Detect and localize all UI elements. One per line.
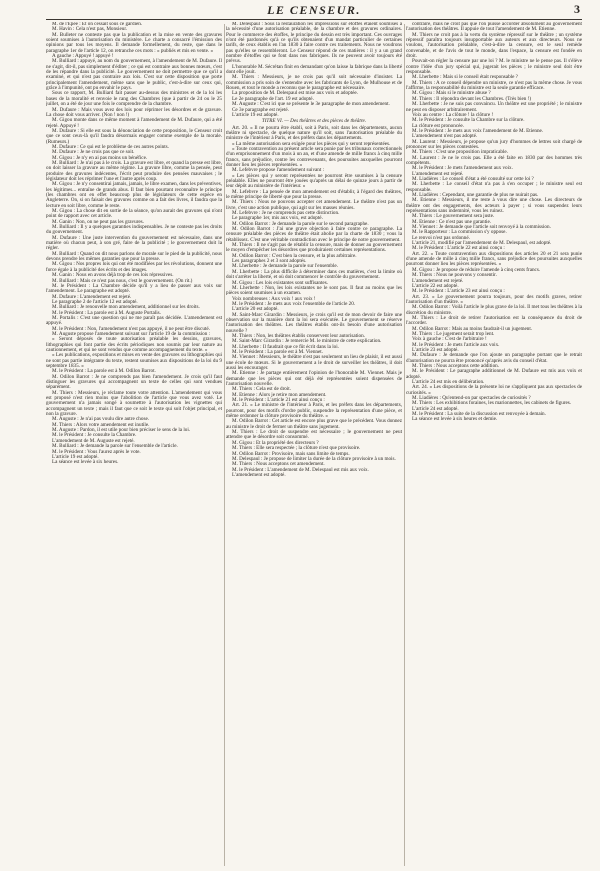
- column-paragraph: TITRE VI. — Des théâtres et des pièces de théâtre.: [261, 118, 367, 125]
- column-paragraph: Sous ce rapport, M. Bulliard fait passer au-dessus des ministres et de la loi les bases de la moralité et renvoie le rang des Chambres (que à partir de 24 ou le 25 juillet, on a été de jour une fois le comprendre de la chambre.: [46, 90, 222, 108]
- column-paragraph: M. Dufaure : L'amendement est rejeté.: [52, 293, 132, 300]
- column-paragraph: M. Thiers : Nous ne pouvons y consentir.: [412, 272, 497, 279]
- column-paragraph: M. Odilon Barrot : Mais au moins faudrait-il un jugement.: [412, 325, 533, 332]
- column-paragraph: M. Thiers : Le gouvernement sera juste.: [412, 213, 495, 220]
- column-paragraph: Art. 24. « Les dispositions de la présente loi ne s'appliquent pas aux spectacles de curiosités. »: [406, 384, 582, 396]
- column-paragraph: M. Thiers : Le droit de suspendre est nécessaire ; le gouvernement ne peut attendre que le désordre soit consommé.: [226, 429, 402, 441]
- column-paragraph: L'article 22 est adopté.: [412, 282, 459, 289]
- column-paragraph: M. le Président : La suite de la discussion est renvoyée à demain.: [412, 411, 546, 418]
- column-paragraph: M. Bulliard : Il y a quelques garanties indispensables. Je ne conteste pas les droits du gouvernement.: [46, 224, 222, 236]
- column-paragraph: M. Lefebvre propose l'amendement suivant :: [232, 167, 325, 174]
- header-rule: [46, 19, 582, 20]
- column-paragraph: M. Gigou monte dans ce même moment à l'amendement de M. Dufaure, qui a été rejeté. Appuyé !: [46, 117, 222, 129]
- column-paragraph: M. Thiers : Nous acceptons cet amendement.: [232, 461, 325, 468]
- column-paragraph: M. le Président : L'article 23 est ainsi conçu :: [412, 288, 505, 295]
- column-paragraph: M. le Président : Je mets aux voix l'amendement de M. Etienne.: [412, 127, 544, 134]
- column-paragraph: M. Bulliard : appuyé, au nom du gouvernement, à l'amendement de M. Dufaure. Il ne s'agit, dit-il, pas simplement d'éditer ; ce qui est contraire aux bonnes mœurs, c'est de les répandre dans la publicité. Le gouvernement ne doit permettre que ce qu'il a examiné, et qui n'est pas contraire aux lois. C'est sur cette disposition que porte principalement l'amendement, même sans que le public, c'est-à-dire sur ceux qui, grâce à l'impunité, ont pu envahir le pays.: [46, 58, 222, 92]
- column-paragraph: « Seront déposés de toute autorisation préalable les dessins, gravures, lithographies qui font partie des écrits périodiques non soumis par leur nature au cautionnement, et qui ne sont vendus que comme accompagnement du texte. »: [46, 336, 222, 353]
- column-paragraph: M. Thiers : Alors votre amendement est inutile.: [52, 421, 150, 428]
- column-paragraph: contraire, mais ne croit pas que l'on puisse accorder absolument au gouvernement l'autorisation des théâtres. Il appuie de tout l'amendement de M. Etienne.: [406, 22, 582, 33]
- column-paragraph: M. Lherbette : Je demande la parole sur l'ensemble.: [232, 263, 338, 270]
- column-paragraph: « Toute contravention au présent article sera punie par les tribunaux correctionnels d'un emprisonnement d'un mois à un an, et d'une amende de mille francs à cinq mille francs, sans préjudice, contre les contrevenants, des poursuites auxquelles pourront donner lieu les pièces représentées. »: [226, 145, 402, 168]
- column-paragraph: M. Auguste : C'est ici que se présente le 3e paragraphe de mon amendement.: [232, 101, 390, 108]
- column-paragraph: M. Lefebvre : Je ne comprends pas cette distinction.: [232, 210, 340, 217]
- column-paragraph: Art. 23. « Le gouvernement pourra toujours, pour des motifs graves, retirer l'autorisation d'un théâtre. »: [406, 293, 582, 305]
- column-paragraph: M. le Président : La Chambre décide qu'il y a lieu de passer aux voix sur l'amendement. Le paragraphe est adopté.: [46, 282, 222, 295]
- column-paragraph: M. Ganin : Non, on ne peut pas les gravures.: [52, 218, 144, 225]
- column-paragraph: M. Saint-Marc Girardin : Je remercie M. le ministre de cette explication.: [232, 338, 382, 345]
- column-paragraph: M. Gigou : Et la propriété des directeurs ?: [232, 439, 319, 446]
- column-paragraph: M. le Président : Je mets aux voix l'ensemble de l'article 20.: [232, 300, 356, 307]
- column-paragraph: M. le Rapporteur : La commission s'y oppose.: [412, 229, 507, 236]
- column-paragraph: M. Odilon Barrot : Cet article est encore plus grave que le précédent. Vous donnez au ministre le droit de fermer un théâtre sans jugement.: [226, 418, 402, 430]
- column-paragraph: M. Liadières : Le conseil d'état a été consulté sur cette loi ?: [412, 175, 534, 182]
- column-paragraph: A gauche : Appuyé ! appuyé !: [52, 53, 114, 60]
- column-paragraph: M. Gigou : La chose dit en sortie de la séance, qu'on aurait des gravures qui n'ont point de rapport avec cet article.: [46, 208, 222, 220]
- column-paragraph: M. Havin : Cela n'est pas, Monsieur.: [52, 26, 128, 33]
- column-paragraph: M. Thiers : Messieurs, je réclame toute votre attention. L'amendement qui vous est proposé n'est rien moins que l'abolition de l'article que vous avez voté. Le gouvernement n'a jamais songé à soumettre à l'autorisation les vignettes qui accompagnent un texte ; mais il faut que ce soit le texte qui soit l'objet principal, et non la gravure.: [46, 389, 222, 418]
- column-paragraph: L'amendement est rejeté.: [412, 277, 464, 284]
- column-paragraph: M. Laurent : Messieurs, je propose qu'un jury d'hommes de lettres soit chargé de prononcer sur les pièces contestées.: [406, 138, 582, 150]
- column-paragraph: Le paragraphe 1er, mis aux voix, est adopté.: [232, 215, 323, 222]
- column-paragraph: M. le Président : Je consulte la Chambre.: [52, 432, 137, 439]
- column-paragraph: M. le Président : Je mets l'article aux voix.: [412, 341, 500, 348]
- column-paragraph: M. Delespaul : Sous la restauration les impressions sur étoffes étaient soumises à la nécessité d'une autorisation préalable, de la chambre et des gravures ordinaires. Pour le commerce des étoffes, le principe du dessin est très important. Ces ouvrages n'ont été pardonnés qu'à ce qu'ils obtenaient d'un mandat particulier de certaines tarifs, de ceux établis en l'an 1830 à faire contre ces traitements. Nous ne voudrons pas qu'elles se ressembleront. Le Censeur répond de ces matières : il y a un grand nombre d'étoffes qui se font dans nos fabriques. Ils ne peuvent avoir toujours été prévus.: [226, 22, 402, 65]
- column-paragraph: M. Thiers : Elle sera respectée ; la clôture n'est que provisoire.: [232, 445, 361, 452]
- column-paragraph: M. Odilon Barrot : Je demande la parole sur le second paragraphe.: [232, 220, 369, 227]
- column-paragraph: « Les publications, expositions et mises en vente des gravures ou lithographies qui ne sont pas partie intégrante du texte, restent soumises aux dispositions de la loi du 9 septembre 1835. »: [46, 352, 222, 369]
- column-paragraph: Art. 21. « Le ministre de l'intérieur à Paris, et les préfets dans les départements, pourront, pour des motifs d'ordre public, suspendre la représentation d'une pièce, et même ordonner la clôture provisoire du théâtre. »: [226, 402, 402, 420]
- column-paragraph: M. Etienne : Messieurs, il me reste à vous dire une chose. Les directeurs de théâtre ont des engagements, des acteurs à payer ; si vous suspendez leurs représentations sans indemnité, vous les ruinez.: [406, 197, 582, 215]
- column-paragraph: M. Thiers : Le jugement serait trop lent.: [412, 330, 495, 337]
- column-paragraph: M. Gigou : Mais si le ministre abuse ?: [412, 90, 491, 97]
- column-paragraph: L'article 19 est adopté.: [52, 453, 99, 460]
- column-paragraph: M. Dufaure : Je demande que l'on ajoute un paragraphe portant que le retrait d'autorisation ne pourra être prononcé qu'après avis du conseil d'état.: [406, 352, 582, 364]
- column-paragraph: Voix nombreuses : Aux voix ! aux voix !: [232, 295, 316, 302]
- column-paragraph: M. Laurent : Je ne le crois pas. Elle a été faite en 1830 par des hommes très compétents.: [406, 154, 582, 166]
- column-2: [226, 22, 402, 868]
- column-paragraph: M. Thiers : Cela est de droit.: [232, 386, 292, 393]
- column-paragraph: M. Lherbette : Je ne suis pas convaincu. Un théâtre est une propriété ; le ministre ne peut en disposer arbitrairement.: [406, 101, 582, 113]
- page-number: 3: [574, 2, 580, 16]
- column-paragraph: Le paragraphe 2 de l'article 12 est adopté.: [52, 298, 138, 305]
- column-paragraph: « La même autorisation sera exigée pour les pièces qui y seront représentées.: [232, 140, 391, 147]
- column-paragraph: M. Odilon Barrot : Provisoire, mais sans limite de temps.: [232, 450, 350, 457]
- column-paragraph: M. Odilon Barrot : Je ne comprends pas bien l'amendement. Je crois qu'il faut distinguer les gravures qui accompagnent un texte de celles qui sont vendues séparément.: [46, 373, 222, 391]
- column-paragraph: M. Lherbette : Mais si le conseil était responsable ?: [412, 74, 518, 81]
- column-paragraph: M. Thiers : Nous ne pouvons accepter cet amendement. Le théâtre n'est pas un livre, c'est une action publique, qui agit sur les masses réunies.: [226, 199, 402, 211]
- column-paragraph: Le renvoi n'est pas ordonné.: [412, 234, 470, 241]
- column-paragraph: M. Liadières : Qu'entend-on par spectacles de curiosités ?: [412, 395, 531, 402]
- column-paragraph: M. Delespaul : Je propose de limiter la durée de la clôture provisoire à un mois.: [232, 455, 396, 462]
- column-paragraph: M. Odilon Barrot : J'ai une grave objection à faire contre ce paragraphe. La censure préalable des pièces de théâtre était abolie par la charte de 1830 ; vous la rétablissez. C'est une véritable contradiction avec le principe de notre gouvernement.: [226, 226, 402, 243]
- column-paragraph: Le 2e paragraphe de l'art. 19 est adopté.: [232, 95, 314, 102]
- column-paragraph: « Les pièces qui y seront représentées ne pourront être soumises à la censure préalable. Elles ne pourront être jouées qu'après un délai de quinze jours à partir de leur dépôt au ministère de l'intérieur. »: [226, 172, 402, 190]
- column-paragraph: M. Thiers : A ce conseil dépendre un ministre, ce n'est pas la même chose. Je vous l'affirme, la responsabilité du ministre est la seule garantie efficace.: [406, 79, 582, 92]
- column-paragraph: M. Lherbette : Il faudrait que ce fût écrit dans la loi.: [232, 343, 339, 350]
- column-paragraph: M. Bulliard : Je n'ai pas à le crois. La gravure est libre, et quand la presse est libre, on doit laisser la gravure au même régime. La gravure libre, comme la pensée, peut produire des gravures indécentes, l'écrit peut produire des pensées mauvaises ; le législateur doit les réprimer l'une et l'autre après coup.: [46, 159, 222, 182]
- column-paragraph: M. de l'Épée : Et on cessait sous ce gardien.: [52, 22, 143, 27]
- column-paragraph: L'amendement de M. Auguste est rejeté.: [52, 437, 135, 444]
- column-paragraph: M. Dufaure : Si elle est sous la dénonciation de cette proposition, le Censeur croit que ce sont ceux-là qu'il faudra désormais engager comme exemple de la morale. (Rumeurs.): [46, 127, 222, 145]
- column-paragraph: M. Thiers : Les exhibitions foraines, les marionnettes, les cabinets de figures.: [412, 400, 572, 407]
- column-paragraph: Voix au centre : La clôture ! la clôture !: [412, 111, 494, 118]
- column-paragraph: M. Gigou : Je n'y consentirai jamais, jamais, le libre examen, dans les préventives, les légitimes... entraîne de grands abus. Il faut bien pourtant reconnaître le principe (les chambres ont en effet beaucoup plus de législateurs de cette espèce en Angleterre. On, si on faisait des gravures comme on a fait des livres, il faudra que la lecture en soit libre, comme le reste.: [46, 181, 222, 209]
- column-paragraph: M. Saint-Marc Girardin : Messieurs, je crois qu'il est de mon devoir de faire une observation sur la manière dont la loi sera exécutée. Le gouvernement se réserve l'autorisation des théâtres. Les théâtres établis ont-ils besoin d'une autorisation nouvelle ?: [226, 311, 402, 334]
- column-paragraph: M. Dufaure : Mais vous avez des lois pour réprimer les désordres et de gravure. La chose doit vous arriver. (Non ! non !): [46, 106, 222, 118]
- column-paragraph: M. Bulleter ne conteste pas que la publication et la mise en vente des gravures soient soumises à l'autorisation du ministère. Le charte a consacré l'émission des opinions par tous les moyens. Il demande formellement, du reste, que dans le paragraphe 1er de l'article 12, on retranche ces mots : « publiés et mis en vente. »: [46, 31, 222, 54]
- column-paragraph: L'article 24 est adopté.: [412, 405, 459, 412]
- column-paragraph: L'article 21, modifié par l'amendement de M. Delespaul, est adopté.: [412, 240, 552, 247]
- column-paragraph: M. Bulliard : Je renouvelle mon amendement, additionnel sur les droits.: [52, 304, 200, 311]
- column-paragraph: M. le Président : La parole est à M. Odilon Barrot.: [52, 368, 156, 375]
- column-3: [406, 22, 582, 868]
- column-paragraph: M. Etienne : Ce n'est pas une garantie.: [412, 218, 492, 225]
- column-paragraph: M. Thiers : Le droit de retirer l'autorisation est la conséquence du droit de l'accorder.: [406, 314, 582, 327]
- column-paragraph: Les paragraphes 2 et 3 sont adoptés.: [232, 258, 307, 265]
- column-paragraph: L'honorable M. Sécrétan finit en demandant qu'on laisse la fabrique dans la liberté dont elle jouit.: [226, 63, 402, 76]
- column-paragraph: M. Odilon Barrot : Voilà l'article le plus grave de la loi. Il met tous les théâtres à la discrétion du ministre.: [406, 304, 582, 316]
- column-paragraph: L'article 24 est mis en délibération.: [412, 379, 485, 386]
- column-paragraph: L'amendement est rejeté.: [412, 170, 464, 177]
- column-paragraph: M. le Président : Non, l'amendement n'est pas appuyé, il ne peut être discuté.: [52, 325, 210, 332]
- column-paragraph: L'amendement n'est pas adopté.: [412, 133, 478, 140]
- column-paragraph: M. Thiers : C'est une proposition impraticable.: [412, 149, 508, 156]
- column-paragraph: M. Thiers : Messieurs, je ne crois pas qu'il soit nécessaire d'insister. La commission a pris soin de s'entendre avec les fabricants de Lyon, de Mulhouse et de Rouen, et tout le monde a reconnu que le paragraphe est nécessaire.: [226, 74, 402, 92]
- column-paragraph: M. le Président : L'article 21 est ainsi conçu :: [232, 397, 325, 404]
- column-paragraph: M. Bulliard : Quand on dit nous parlons de morale sur le pied de la publicité, nous devons prendre les mêmes garanties que pour la presse.: [46, 250, 222, 263]
- column-paragraph: M. Auguste : Pardon, il est utile pour bien préciser le sens de la loi.: [52, 427, 191, 434]
- column-paragraph: M. le Président : Je consulte la Chambre sur la clôture.: [412, 117, 525, 124]
- column-paragraph: M. le Président : Je mets l'amendement aux voix.: [412, 165, 513, 172]
- column-paragraph: Pouvait-on régler la censure par une loi ? M. le ministre ne le pense pas. Il s'élève contre l'idée d'un jury spécial qui, jugerait les pièces ; le ministre seul doit être responsable.: [406, 58, 582, 76]
- column-paragraph: M. Lherbette : Le conseil d'état n'a pas à s'en occuper ; le ministre seul est responsable.: [406, 181, 582, 193]
- column-paragraph: M. Auguste : Je n'ai pas voulu dire autre chose.: [52, 416, 150, 423]
- column-paragraph: M. Ganin : Nous en avons déjà trop de ces lois répressives.: [52, 272, 174, 279]
- column-paragraph: La séance est levée à six heures et demie.: [412, 416, 498, 423]
- column-paragraph: M. Dufaure : Une juste intervention du gouvernement est nécessaire, dans une matière où chacun peut, à son gré, faire de la publicité ; le gouvernement doit la régler.: [46, 234, 222, 252]
- column-paragraph: M. le Président : L'article 22 est ainsi conçu :: [412, 245, 505, 252]
- column-paragraph: M. Liadières : Cependant, une garantie de plus ne nuirait pas.: [412, 192, 539, 198]
- column-paragraph: L'amendement est adopté.: [232, 471, 286, 478]
- column-paragraph: M. Etienne : Alors je retire mon amendement.: [232, 391, 327, 398]
- column-paragraph: M. Dufaure : Je ne crois pas que ce soit.: [52, 149, 135, 156]
- column-paragraph: L'article 23 est adopté.: [412, 346, 459, 353]
- column-paragraph: M. Auguste propose l'amendement suivant sur l'article 19 de la commission :: [52, 330, 211, 337]
- column-paragraph: M. le Président : L'amendement de M. Delespaul est mis aux voix.: [232, 466, 369, 473]
- column-paragraph: M. Dufaure : Ce qui est le problème de ces autres points.: [52, 143, 169, 150]
- column-paragraph: Art. 20. « Il ne pourra être établi, soit à Paris, soit dans les départements, aucun théâtre ni spectacle, de quelque nature qu'il soit, sans l'autorisation préalable du ministre de l'intérieur à Paris, et des préfets dans les départements.: [226, 124, 402, 142]
- column-paragraph: M. Gigou : Je propose de réduire l'amende à cinq cents francs.: [412, 266, 541, 273]
- column-paragraph: Ce 3e paragraphe est rejeté.: [232, 106, 289, 113]
- column-paragraph: M. Lherbette : Non, les lois existantes ne le sont pas. Il faut au moins que les pièces soient soumises à un examen.: [226, 284, 402, 297]
- column-1: [46, 22, 222, 868]
- column-paragraph: M. Lefebvre : La pensée de mon amendement est d'établir, à l'égard des théâtres, le même principe de liberté que pour la presse.: [226, 188, 402, 200]
- column-paragraph: M. Thiers ne croit pas à la vertu du système répressif sur le théâtre ; un système répressif paraîtra toujours insupportable aux auteurs et aux directeurs. Nous ne voulons, l'autorisation préalable, c'est-à-dire la censure, est le seul remède convenable, et de l'avis de tout le monde, dans l'espace, la censure est fondée en droit.: [406, 31, 582, 60]
- column-paragraph: M. le Président : La parole est à M. Auguste Portalis.: [52, 309, 161, 316]
- column-paragraph: M. Viennet : Messieurs, le théâtre n'est pas seulement un lieu de plaisir, il est aussi une école de mœurs. Si le gouvernement a le droit de surveiller les théâtres, il doit aussi les encourager.: [226, 354, 402, 371]
- running-header: [46, 0, 582, 18]
- newspaper-title: LE CENSEUR.: [267, 3, 361, 17]
- column-paragraph: M. Bulliard : Mais ce n'est pas nous, c'est le gouvernement. (On rit.): [52, 277, 193, 284]
- column-paragraph: L'article 19 est adopté.: [232, 111, 279, 118]
- text-columns: [46, 22, 582, 868]
- column-paragraph: M. Thiers : Il ne s'agit pas de rétablir la censure, mais de donner au gouvernement le moyen d'empêcher les désordres que produiraient certaines représentations.: [226, 242, 402, 254]
- column-paragraph: M. Gigou : Nos propres lois qui ont été modifiées par les révolutions, donnent une force égale à la publicité des écrits et des images.: [46, 261, 222, 273]
- column-paragraph: La clôture est prononcée.: [412, 122, 464, 129]
- column-paragraph: M. Lherbette : La plus difficile à déterminer dans ces matières, c'est la limite où doit s'arrêter la liberté, et où doit commencer le contrôle du gouvernement.: [226, 268, 402, 281]
- column-paragraph: M. le Président : Le paragraphe additionnel de M. Dufaure est mis aux voix et adopté.: [406, 368, 582, 380]
- column-paragraph: La proposition de M. Delespaul est mise aux voix et adoptée.: [232, 90, 358, 97]
- column-paragraph: M. le Président : Vous l'aurez après le vote.: [52, 448, 141, 455]
- column-paragraph: L'article 20 est adopté.: [232, 306, 279, 313]
- column-paragraph: La séance est levée à six heures.: [52, 459, 119, 466]
- column-paragraph: M. Thiers : Il répondra devant les Chambres. (Très bien !): [412, 95, 532, 102]
- column-paragraph: M. Gigou : Je n'y en ai pas moins un bénéfice.: [52, 154, 148, 161]
- column-paragraph: M. le Président : La parole est à M. Viennet.: [232, 348, 323, 355]
- column-paragraph: M. Gigou : Les lois existantes sont suffisantes.: [232, 279, 329, 286]
- column-paragraph: M. Bulliard : Je demande la parole sur l'ensemble de l'article.: [52, 443, 178, 450]
- column-paragraph: M. Portalis : C'est une question qui ne me paraît pas décidée. L'amendement est appuyé.: [46, 314, 222, 327]
- column-paragraph: M. Thiers : Non, les théâtres établis conservent leur autorisation.: [232, 332, 365, 339]
- column-paragraph: Voix à gauche : C'est de l'arbitraire !: [412, 336, 487, 343]
- column-paragraph: M. Thiers : Nous acceptons cette addition.: [412, 363, 499, 369]
- column-paragraph: M. Etienne : Je partage entièrement l'opinion de l'honorable M. Viennet. Mais je demande que les pièces qui ont déjà été représentées soient dispensées de l'autorisation nouvelle.: [226, 370, 402, 388]
- column-paragraph: M. Odilon Barrot : C'est bien la censure, et la plus arbitraire.: [232, 252, 357, 259]
- column-paragraph: Art. 22. « Toute contravention aux dispositions des articles 20 et 21 sera punie d'une amende de mille à cinq mille francs, sans préjudice des poursuites auxquelles pourront donner lieu les pièces représentées. »: [406, 250, 582, 268]
- column-paragraph: M. Viennet : Je demande que l'article soit renvoyé à la commission.: [412, 224, 551, 231]
